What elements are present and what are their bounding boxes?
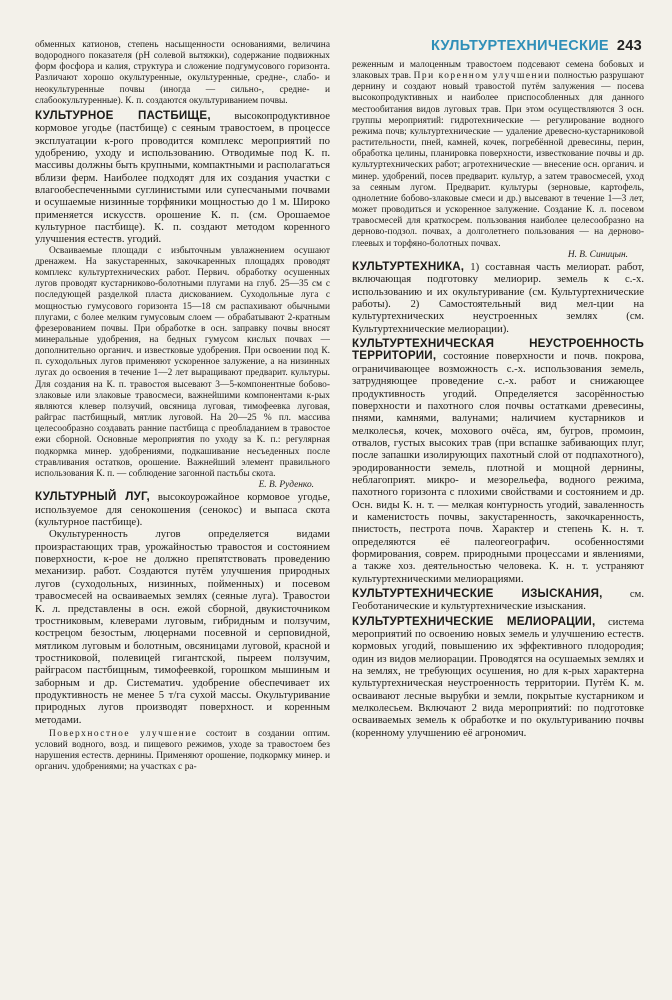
- spaced-lead: При коренном улучшении: [413, 71, 552, 82]
- entry-body: высокопродуктивное кормовое угодье (пастбище) с сеяным травостоем, в процессе эксплуатации к-рого проводится комплекс мероприятий по удобрению, уходу и использованию. Отводимые под К. п. массивы должны быть крупными, компактными и располагаться вблизи ферм. Наиболее подходят для их создания участки с влагообеспеченными суглинистыми или супесчаными почвами и осушаемые низинные торфяники мощностью до 1 м. Широко применяется искусств. орошение К. п. (см. Орошаемое культурное пастбище). К. п. создают методом коренного улучшения естеств. угодий.: [35, 109, 330, 246]
- entry-author: Е. В. Руденко.: [258, 480, 314, 490]
- running-head-title: КУЛЬТУРТЕХНИЧЕСКИЕ: [430, 38, 609, 54]
- carry-over-part: реженным и малоценным травостоем подсевают семена бобовых и злаковых трав.: [352, 60, 644, 82]
- entry-izyskaniya: [352, 588, 644, 613]
- entry-headword: КУЛЬТУРНЫЙ ЛУГ,: [35, 490, 150, 504]
- carry-over-text: [352, 60, 644, 250]
- running-head: [352, 38, 642, 54]
- entry-body: высокоурожайное кормовое угодье, используемое для сенокошения (сенокос) и выпаса скота (культурное пастбище).: [35, 491, 330, 529]
- entry-body: 1) составная часть мелиорат. работ, включающая подготовку мелиорир. земель к с.-х. использованию и их окультуривание (см. Культуртехнические работы). 2) Самостоятельный вид мел-ции на культуртехнических неустроенных землях (см. Культуртехнические мелиорации).: [352, 261, 644, 335]
- entry-kulturtekhnika: [352, 261, 644, 335]
- entry-body: состояние поверхности и почв. покрова, ограничивающее возможность с.-х. использования земель, затрудняющее проведение с.-х. работ и снижающее продуктивность угодий. Определяется засорённостью поверхности и пахотного слоя почвы остатками древесины, пнями, камнями, валунами; наличием кустарников и мелколесья, кочек, мохового очёса, ям, бугров, промоин, отвалов, густых высоких трав (при вспашке забивающих плуг, после запашки изолирующих пахотный слой от подпахотного), эродированности земель, плотной и мощной дернины, неблагоприят. микро- и мезорельефа, водного режима, пахотного горизонта с плохими свойствами и состоянием и др. Осн. виды К. н. т. — мелкая контурность угодий, заваленность и каменистость почвы, закустаренность, закочкаренность, пнистость, пестрота почв. Характер и степень К. н. т. определяются её палеогеографич. особенностями формирования, соврем. природными процессами и явлениями, а также хоз. деятельностью человека. К. н. т. устраняют культуртехническими мелиорациями.: [352, 350, 644, 585]
- entry-small-text: [35, 729, 330, 774]
- entry-headword: КУЛЬТУРТЕХНИЧЕСКИЕ ИЗЫСКАНИЯ,: [352, 587, 603, 600]
- entry-body: система мероприятий по освоению новых земель и улучшению естеств. кормовых угодий, повышению их эффективного плодородия; один из видов мелиорации. Проводятся на осушаемых землях и на землях, не требующих осушения, но для к-рых характерна культуртехническая неустроенность территории. Путём К. м. осваивают лесные вырубки и земли, покрытые кустарником и мелколесьем. Включают 2 вида мероприятий: по подготовке осваиваемых земель к обработке и по окультуриванию почвы (коренному улучшению её агрономич.: [352, 615, 644, 739]
- carry-over-text: обменных катионов, степень насыщенности основаниями, величина водородного показателя (pH солевой вытяжки), содержание подвижных форм фосфора и калия, структура и сложение подгумусового горизонта. Различают хорошо окультуренные, окультуренные, средне-, слабо- и неокультуренные почвы (иногда — сильно-, средне- и слабоокультуренные). К. п. создаются окультуриванием почвы.: [35, 40, 330, 106]
- left-column: [35, 40, 330, 995]
- page-number: 243: [616, 38, 642, 54]
- spaced-lead: Поверхностное улучшение: [49, 728, 198, 739]
- entry-headword: КУЛЬТУРТЕХНИКА,: [352, 260, 465, 274]
- entry-author: Н. В. Синицын.: [567, 249, 628, 260]
- entry-headword: КУЛЬТУРНОЕ ПАСТБИЩЕ,: [35, 108, 211, 122]
- entry-body-paragraph: Окультуренность лугов определяется видами произрастающих трав, урожайностью травостоя и состоянием поверхности, к-рое не должно препятствовать проведению механизир. работ. Создаются путём улучшения природных лугов (суходольных, низинных, пойменных) и посевом травосмесей на осваиваемых землях (сеяные луга). Травостои К. л. представлены в осн. ежой сборной, двукисточником тростниковым, клеверами луговым, гибридным и ползучим, кострецом безостым, люцернами посевной и серповидной, мятликом луговым и болотным, овсяницами луговой, красной и тростниковой, полевицей гигантской, пыреем ползучим, райграсом пастбищным, тимофеевкой, горошком мышиным и заборным и др. Систематич. удобрение обеспечивает их продуктивность не менее 5 т/га сухой массы. Окультуривание природных лугов производят поверхност. и коренным методами.: [35, 528, 330, 726]
- entry-neustroennost: [352, 338, 644, 585]
- entry-kulturnyi-lug: [35, 491, 330, 528]
- carry-over-part: полностью разрушают дернину и создают новый травостой путём залужения — посева высокопродуктивных и наиболее приспособленных для данного местообитания видов луговых трав. При этом осуществляются 3 осн. группы мероприятий: гидротехнические — регулирование водного режима почв; культуртехнические — удаление древесно-кустарниковой растительности, пней, камней, кочек, погребённой древесины, перин, обработка целины, планировка поверхности, известкование почвы и др. культуртехнических работ; агротехнические — внесение осн. органич. и минер. удобрений, посев предварит. культур, а затем травосмесей, уход за сеяным лугом. Предварит. культуры (зерновые, картофель, однолетние бобово-злаковые смеси и др.) высевают в течение 1—3 лет, может проводиться и ускоренное залужение. Создание К. л. посевом травосмесей для краткосрем. пользования наиболее целесообразно на дерново-подзол. почвах, а долголетнего пользования — на дерново-глеевых и торфяно-болотных почвах.: [352, 71, 644, 249]
- small-text-body: состоит в создании оптим. условий водного, возд. и пищевого режимов, уходе за травостоем без нарушения естеств. дернины. Применяют орошение, подкормку минер. и органич. удобрениями; на участках с ра-: [35, 728, 330, 773]
- entry-small-text: Осваиваемые площади с избыточным увлажнением осушают дренажем. На закустаренных, закочкаренных площадях проводят комплекс культуртехнических работ. Первич. обработку осушенных лугов проводят кустарниково-болотными плугами на глуб. 25—35 см с последующей разделкой пласта дискованием. Суходольные луга с мощностью гумусового горизонта 15—18 см распахивают обычными плугами, с более мелким гумусовым слоем — обрабатывают 2-кратным фрезерованием почвы. При обработке в осн. заправку почвы вносят минеральные удобрения, на бедных гумусом кислых почвах — дополнительно органич. и известковые удобрения. При освоении под К. п. суходольных лугов применяют ускоренное залужение, а на низинных лугах до освоения в течение 1—2 лет выращивают предварит. культуры. Для создания на К. п. травостоя высевают 3—5-компонентные бобово-злаковые или злаковые травосмеси, важнейшими компонентами к-рых являются клевер ползучий, овсяница луговая, тимофеевка луговая, райграс пастбищный, мятлик луговой. На 20—25 % пл. массива целесообразно создавать ранние пастбища с преобладанием в травостое ежи сборной. Основные мероприятия по уходу за К. п.: регулярная подкормка минер. удобрениями, подкашивание несъеденных после стравливания остатков, орошение. Важнейший элемент правильного использования К. п. — соблюдение загонной пастьбы скота.: [35, 245, 330, 479]
- entry-body: см. Геоботанические и культуртехнические изыскания.: [352, 588, 644, 613]
- entry-headword: КУЛЬТУРТЕХНИЧЕСКИЕ МЕЛИОРАЦИИ,: [352, 614, 596, 628]
- entry-headword: КУЛЬТУРТЕХНИЧЕСКАЯ НЕУСТРОЕННОСТЬ ТЕРРИТОРИИ,: [352, 337, 644, 363]
- entry-kulturnoe-pastbishche: [35, 110, 330, 246]
- entry-melioratsii: [352, 616, 644, 739]
- right-column: [352, 60, 644, 995]
